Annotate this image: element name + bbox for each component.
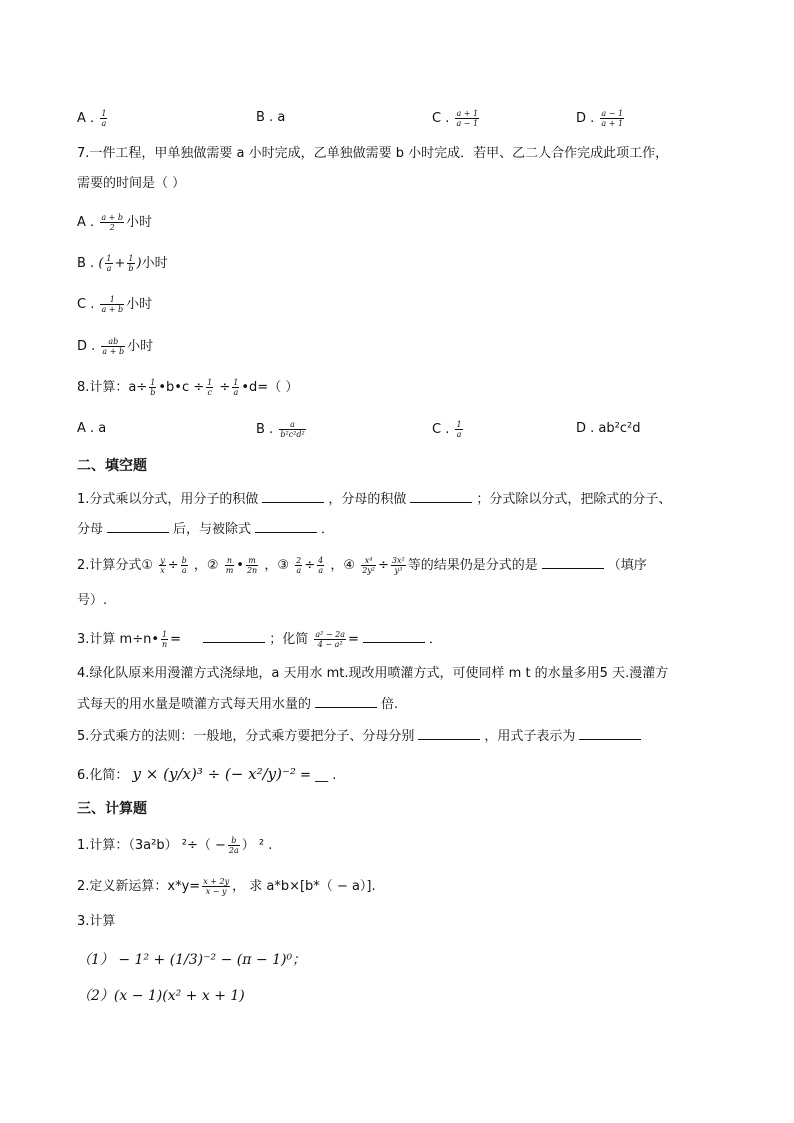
numerator: y — [160, 556, 165, 565]
calc-q3-title: 3.计算 — [77, 914, 116, 929]
section-heading-calculation: 三、计算题 — [77, 801, 147, 817]
answer-blank[interactable] — [107, 520, 169, 533]
numerator: 1 — [150, 378, 156, 387]
q8-option-d: D . ab²c²d — [576, 421, 641, 436]
fraction — [100, 213, 124, 232]
fraction — [159, 556, 166, 575]
q7-option-d — [77, 337, 153, 356]
numerator: m — [246, 556, 258, 566]
q8-stem — [77, 378, 298, 397]
option-label: B . — [77, 256, 95, 271]
option-label: A . — [77, 111, 95, 126]
plus: + — [114, 256, 126, 271]
fill-q4-line1: 4.绿化队原来用漫灌方式浇绿地，a 天用水 mt.现改用喷灌方式，可使同样 m t 的水量多用5 天.漫灌方 — [77, 666, 669, 681]
fraction — [181, 556, 188, 575]
option-label: B . — [256, 110, 274, 125]
denominator: 2 — [109, 223, 115, 232]
numerator: a + b — [101, 213, 123, 222]
fraction — [225, 556, 235, 575]
denominator: b — [128, 264, 134, 273]
answer-blank[interactable] — [410, 490, 472, 503]
text: ，④ — [330, 558, 356, 573]
text: ，用式子表示为 — [484, 729, 576, 744]
numerator: b — [181, 556, 187, 565]
text: ；分式除以分式，把除式的分子、 — [476, 492, 672, 507]
text: ． — [321, 522, 335, 537]
fill-q1-line1 — [77, 490, 671, 509]
unit: 小时 — [141, 256, 168, 271]
text: ÷ — [215, 380, 231, 395]
denominator: 2y² — [362, 566, 376, 575]
denominator: 4 − a² — [317, 640, 343, 649]
calc-q3-part1: （1） − 1² + (1/3)⁻² − (π − 1)⁰； — [77, 952, 307, 968]
numerator: x + 2y — [203, 877, 230, 886]
text: = — [347, 632, 359, 647]
option-label: C . — [432, 422, 450, 437]
option-a-q6 — [77, 109, 109, 128]
numerator: 1 — [128, 254, 134, 263]
fraction — [246, 556, 258, 575]
fill-q3 — [77, 630, 442, 649]
option-label: C . — [77, 297, 95, 312]
q7-option-b — [77, 254, 168, 273]
numerator: a² − 2a — [315, 630, 345, 639]
calc-q2 — [77, 877, 376, 896]
fill-q6 — [77, 765, 336, 785]
numerator: n — [225, 556, 235, 566]
denominator: b — [150, 388, 156, 397]
answer-blank[interactable] — [579, 727, 641, 740]
unit: 小时 — [126, 297, 153, 312]
fraction — [149, 378, 156, 397]
q7-option-a — [77, 213, 152, 232]
fill-q2-line2: 号）. — [77, 593, 108, 608]
text: 1.计算：（3a²b） ²÷（ − — [77, 838, 226, 853]
q7-line1: 7.一件工程，甲单独做需要 a 小时完成，乙单独做需要 b 小时完成．若甲、乙二人合作完成此项工作， — [77, 146, 669, 161]
denominator: 2a — [228, 846, 239, 855]
text: 1.分式乘以分式，用分子的积做 — [77, 492, 259, 507]
answer-blank[interactable] — [203, 630, 265, 643]
numerator: 1 — [207, 378, 213, 387]
numerator: x⁴ — [361, 556, 376, 566]
text: ） ² . — [241, 838, 273, 853]
fill-q4-line2 — [77, 695, 398, 714]
q7-option-c — [77, 295, 152, 314]
unit: 小时 — [127, 339, 154, 354]
denominator: a — [456, 430, 462, 439]
fraction — [105, 254, 112, 273]
fraction — [232, 378, 239, 397]
text: •d=（ ） — [241, 380, 299, 395]
text: 分母 — [77, 522, 104, 537]
denominator: a + b — [101, 305, 124, 314]
denominator: y³ — [394, 566, 403, 575]
option-label: D . — [77, 339, 96, 354]
section-heading-fill-in: 二、填空题 — [77, 458, 147, 474]
denominator: b²c²d² — [280, 430, 305, 439]
paren: ( — [98, 256, 104, 271]
numerator: 1 — [106, 254, 112, 263]
denominator: a — [181, 566, 187, 575]
numerator: 1 — [233, 378, 239, 387]
fill-q1-line2 — [77, 520, 334, 539]
operator: • — [236, 558, 244, 573]
text: ；化简 — [269, 632, 309, 647]
fill-q5 — [77, 727, 645, 746]
fraction — [202, 877, 230, 896]
option-d-q6 — [576, 109, 626, 128]
text: ， 求 a*b×[b*（ − a）]. — [232, 879, 376, 894]
fraction — [101, 337, 125, 356]
text: = __ . — [300, 768, 337, 783]
text: （填序 — [607, 558, 647, 573]
denominator: a — [296, 566, 302, 575]
option-label: D . — [576, 111, 595, 126]
fill-q2-line1 — [77, 556, 647, 575]
fraction — [361, 556, 376, 575]
denominator: x − y — [205, 887, 227, 896]
text: ． — [428, 632, 442, 647]
text: 5.分式乘方的法则：一般地，分式乘方要把分子、分母分别 — [77, 729, 415, 744]
text: 2.定义新运算：x*y= — [77, 879, 201, 894]
math-expression: y × (y/x)³ ÷ (− x²/y)⁻² — [132, 765, 296, 783]
answer-blank[interactable] — [255, 520, 317, 533]
numerator: 1 — [162, 630, 168, 639]
fraction — [317, 556, 324, 575]
text: 倍. — [381, 697, 399, 712]
q7-line2: 需要的时间是（ ） — [77, 176, 186, 191]
fraction — [161, 630, 168, 649]
fraction — [100, 295, 124, 314]
numerator: a − 1 — [601, 109, 624, 118]
numerator: 1 — [100, 295, 124, 305]
answer-blank[interactable] — [542, 556, 604, 569]
numerator: 1 — [456, 420, 462, 429]
fraction — [455, 109, 479, 128]
calc-q1 — [77, 836, 272, 855]
answer-blank[interactable] — [418, 727, 480, 740]
q8-option-a: A . a — [77, 421, 107, 436]
fraction — [455, 420, 462, 439]
denominator: a + 1 — [601, 119, 624, 128]
numerator: b — [228, 836, 240, 846]
denominator: a — [106, 264, 112, 273]
numerator: 4 — [318, 556, 324, 565]
answer-blank[interactable] — [262, 490, 324, 503]
fraction — [279, 420, 305, 439]
unit: 小时 — [126, 215, 153, 230]
answer-blank[interactable] — [363, 630, 425, 643]
paren: ) — [136, 256, 142, 271]
fraction — [391, 556, 406, 575]
numerator: a + 1 — [456, 109, 479, 118]
denominator: n — [162, 640, 168, 649]
option-label: B . — [256, 422, 274, 437]
denominator: a — [318, 566, 324, 575]
numerator: 1 — [101, 109, 107, 118]
fraction — [100, 109, 107, 128]
option-b-q6 — [256, 109, 285, 127]
fraction — [314, 630, 346, 649]
denominator: x — [160, 566, 165, 575]
calc-q3-part2: （2）(x − 1)(x² + x + 1) — [77, 988, 245, 1004]
fraction — [127, 254, 134, 273]
option-label: C . — [432, 111, 450, 126]
operator: ÷ — [304, 558, 316, 573]
denominator: a — [233, 388, 239, 397]
text: 2.计算分式① — [77, 558, 154, 573]
text: 后，与被除式 — [173, 522, 252, 537]
text: 等的结果仍是分式的是 — [407, 558, 538, 573]
numerator: 3x² — [391, 556, 405, 565]
numerator: 2 — [296, 556, 302, 565]
option-label: A . — [77, 215, 95, 230]
text: 8.计算：a÷ — [77, 380, 148, 395]
denominator: a − 1 — [456, 119, 479, 128]
operator: ÷ — [378, 558, 389, 573]
fraction — [228, 836, 240, 855]
text: 式每天的用水量是喷灌方式每天用水量的 — [77, 697, 312, 712]
fraction — [600, 109, 624, 128]
q8-option-c — [432, 420, 465, 439]
text: •b•c ÷ — [158, 380, 205, 395]
numerator: ab — [101, 337, 125, 347]
option-c-q6 — [432, 109, 481, 128]
q8-option-b — [256, 420, 308, 439]
text: ，② — [193, 558, 219, 573]
text: = — [170, 632, 182, 647]
text: ，③ — [264, 558, 290, 573]
denominator: a + b — [102, 347, 125, 356]
fraction — [295, 556, 302, 575]
denominator: m — [225, 566, 234, 575]
answer-blank[interactable] — [315, 695, 377, 708]
operator: ÷ — [167, 558, 179, 573]
option-text: a — [277, 110, 286, 125]
denominator: 2n — [246, 566, 258, 575]
text: ，分母的积做 — [328, 492, 407, 507]
text: 6.化简： — [77, 768, 129, 783]
denominator: a — [101, 119, 107, 128]
denominator: c — [207, 388, 212, 397]
numerator: a — [279, 420, 305, 430]
fraction — [206, 378, 213, 397]
text: 3.计算 m÷n• — [77, 632, 159, 647]
